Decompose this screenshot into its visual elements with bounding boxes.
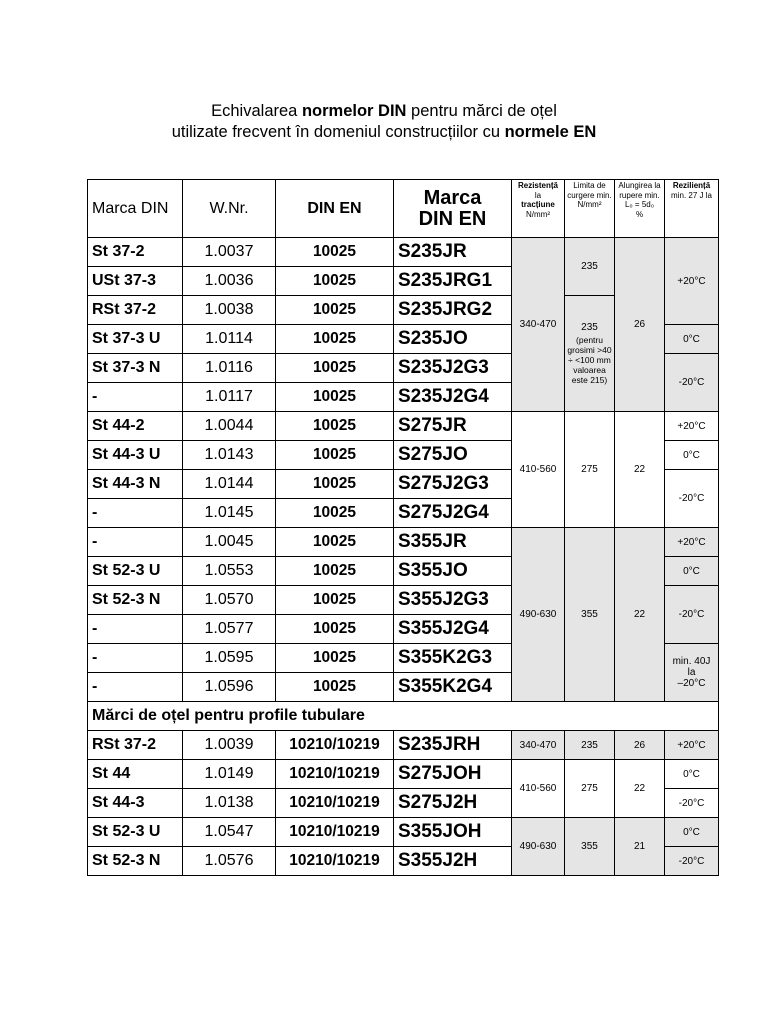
cell-din-en: 10025 <box>276 383 394 412</box>
cell-marca-en: S235JRG1 <box>394 267 512 296</box>
table-header-row <box>88 180 719 238</box>
cell-marca-din: - <box>88 383 183 412</box>
cell-din-en: 10025 <box>276 673 394 702</box>
table-row <box>88 412 719 441</box>
cell-wnr: 1.0114 <box>183 325 276 354</box>
cell-marca-din: - <box>88 644 183 673</box>
cell-wnr: 1.0037 <box>183 238 276 267</box>
cell-alungire: 22 <box>615 412 665 528</box>
cell-rezilienta: +20°C <box>665 528 719 557</box>
header-rezistenta <box>512 180 565 238</box>
cell-rezistenta: 410-560 <box>512 412 565 528</box>
cell-alungire: 22 <box>615 528 665 702</box>
cell-marca-en: S235J2G3 <box>394 354 512 383</box>
cell-rezilienta: 0°C <box>665 441 719 470</box>
cell-wnr: 1.0596 <box>183 673 276 702</box>
rezil-k2-l2: la <box>687 667 696 678</box>
cell-din-en: 10025 <box>276 412 394 441</box>
header-rez-l1: Rezistență <box>517 181 558 190</box>
section-title: Mărci de oțel pentru profile tubulare <box>88 702 719 731</box>
header-din-en: DIN EN <box>276 180 394 238</box>
cell-marca-en: S355JOH <box>394 818 512 847</box>
cell-marca-din: USt 37-3 <box>88 267 183 296</box>
cell-wnr: 1.0045 <box>183 528 276 557</box>
cell-marca-en: S275J2H <box>394 789 512 818</box>
cell-wnr: 1.0038 <box>183 296 276 325</box>
cell-marca-en: S355JO <box>394 557 512 586</box>
cell-wnr: 1.0116 <box>183 354 276 383</box>
cell-limita: 355 <box>565 818 615 876</box>
cell-din-en: 10025 <box>276 325 394 354</box>
cell-marca-en: S355JR <box>394 528 512 557</box>
cell-marca-din: - <box>88 528 183 557</box>
cell-marca-en: S355J2G3 <box>394 586 512 615</box>
header-limita: Limita de curgere min. N/mm² <box>565 180 615 238</box>
cell-marca-din: St 37-3 N <box>88 354 183 383</box>
cell-marca-en: S355K2G3 <box>394 644 512 673</box>
cell-alungire: 21 <box>615 818 665 876</box>
cell-marca-din: RSt 37-2 <box>88 296 183 325</box>
header-marca-en-l2: DIN EN <box>418 207 487 230</box>
cell-wnr: 1.0577 <box>183 615 276 644</box>
cell-din-en: 10210/10219 <box>276 818 394 847</box>
cell-marca-din: St 44 <box>88 760 183 789</box>
cell-marca-din: St 44-3 N <box>88 470 183 499</box>
cell-rezilienta: 0°C <box>665 818 719 847</box>
table-row <box>88 760 719 789</box>
cell-wnr: 1.0044 <box>183 412 276 441</box>
cell-marca-en: S275J2G4 <box>394 499 512 528</box>
cell-limita-note <box>565 296 615 412</box>
cell-marca-en: S235J2G4 <box>394 383 512 412</box>
cell-wnr: 1.0036 <box>183 267 276 296</box>
cell-wnr: 1.0553 <box>183 557 276 586</box>
cell-wnr: 1.0595 <box>183 644 276 673</box>
cell-rezilienta: 0°C <box>665 760 719 789</box>
header-wnr: W.Nr. <box>183 180 276 238</box>
cell-marca-en: S235JRH <box>394 731 512 760</box>
cell-rezistenta: 340-470 <box>512 731 565 760</box>
cell-rezistenta: 490-630 <box>512 818 565 876</box>
cell-marca-din: St 52-3 N <box>88 847 183 876</box>
cell-limita: 235 <box>565 238 615 296</box>
title-l2-bold: normele EN <box>504 123 597 141</box>
cell-wnr: 1.0117 <box>183 383 276 412</box>
header-alung-l1: Alungirea la rupere min. <box>618 181 661 200</box>
table-row <box>88 528 719 557</box>
cell-rezistenta: 490-630 <box>512 528 565 702</box>
title-l1-pre: Echivalarea <box>211 102 302 120</box>
cell-limita-value: 235 <box>581 322 598 333</box>
header-marca-din: Marca DIN <box>88 180 183 238</box>
cell-marca-din: - <box>88 673 183 702</box>
cell-wnr: 1.0138 <box>183 789 276 818</box>
cell-limita: 275 <box>565 760 615 818</box>
cell-marca-en: S275J2G3 <box>394 470 512 499</box>
title-l2-pre: utilizate frecvent în domeniul construcțiilor cu <box>171 123 505 141</box>
cell-rezilienta: +20°C <box>665 731 719 760</box>
cell-marca-en: S275JOH <box>394 760 512 789</box>
cell-marca-din: RSt 37-2 <box>88 731 183 760</box>
header-rez-l3: tracțiune <box>521 200 555 209</box>
cell-rezistenta: 340-470 <box>512 238 565 412</box>
cell-marca-din: - <box>88 615 183 644</box>
title-l1-post: pentru mărci de oțel <box>406 102 557 120</box>
cell-marca-en: S275JR <box>394 412 512 441</box>
cell-din-en: 10210/10219 <box>276 847 394 876</box>
cell-din-en: 10025 <box>276 644 394 673</box>
header-rez-l2: la <box>534 190 542 200</box>
cell-marca-en: S355J2G4 <box>394 615 512 644</box>
cell-marca-en: S235JO <box>394 325 512 354</box>
cell-limita: 355 <box>565 528 615 702</box>
header-marca-en-l1: Marca <box>423 186 482 209</box>
cell-marca-din: St 37-2 <box>88 238 183 267</box>
cell-alungire: 22 <box>615 760 665 818</box>
header-alungire <box>615 180 665 238</box>
cell-rezilienta: -20°C <box>665 847 719 876</box>
cell-din-en: 10210/10219 <box>276 789 394 818</box>
cell-rezilienta: 0°C <box>665 325 719 354</box>
cell-rezilienta-k2 <box>665 644 719 702</box>
cell-marca-en: S355J2H <box>394 847 512 876</box>
cell-din-en: 10025 <box>276 354 394 383</box>
cell-marca-en: S235JR <box>394 238 512 267</box>
cell-wnr: 1.0570 <box>183 586 276 615</box>
cell-alungire: 26 <box>615 238 665 412</box>
cell-rezilienta: -20°C <box>665 354 719 412</box>
header-rez-l4: N/mm² <box>526 209 550 219</box>
cell-wnr: 1.0576 <box>183 847 276 876</box>
title-l1-bold: normelor DIN <box>301 102 407 120</box>
cell-din-en: 10025 <box>276 615 394 644</box>
header-rezil-l1: Reziliență <box>672 181 711 190</box>
cell-wnr: 1.0149 <box>183 760 276 789</box>
rezil-k2-l3: –20°C <box>677 678 706 689</box>
cell-wnr: 1.0145 <box>183 499 276 528</box>
cell-din-en: 10025 <box>276 238 394 267</box>
cell-rezilienta: 0°C <box>665 557 719 586</box>
cell-wnr: 1.0039 <box>183 731 276 760</box>
document-title-line-2 <box>0 121 768 143</box>
cell-din-en: 10025 <box>276 528 394 557</box>
cell-rezilienta: -20°C <box>665 470 719 528</box>
header-marca-en <box>394 180 512 238</box>
cell-din-en: 10025 <box>276 441 394 470</box>
cell-marca-en: S235JRG2 <box>394 296 512 325</box>
cell-din-en: 10210/10219 <box>276 760 394 789</box>
cell-wnr: 1.0144 <box>183 470 276 499</box>
cell-din-en: 10025 <box>276 499 394 528</box>
table-row <box>88 238 719 267</box>
cell-din-en: 10025 <box>276 557 394 586</box>
cell-wnr: 1.0547 <box>183 818 276 847</box>
cell-marca-din: St 44-3 U <box>88 441 183 470</box>
header-rezil-l2: min. 27 J la <box>671 190 712 200</box>
cell-din-en: 10025 <box>276 470 394 499</box>
rezil-k2-l1: min. 40J <box>672 656 711 667</box>
cell-rezistenta: 410-560 <box>512 760 565 818</box>
cell-wnr: 1.0143 <box>183 441 276 470</box>
cell-marca-din: - <box>88 499 183 528</box>
cell-rezilienta: +20°C <box>665 238 719 325</box>
cell-marca-en: S275JO <box>394 441 512 470</box>
cell-marca-din: St 52-3 U <box>88 818 183 847</box>
cell-din-en: 10210/10219 <box>276 731 394 760</box>
cell-marca-din: St 52-3 U <box>88 557 183 586</box>
cell-marca-en: S355K2G4 <box>394 673 512 702</box>
document-title-line-1 <box>0 100 768 122</box>
steel-equivalence-table <box>87 179 719 876</box>
cell-din-en: 10025 <box>276 296 394 325</box>
cell-rezilienta: -20°C <box>665 789 719 818</box>
header-alung-l3: % <box>635 209 644 219</box>
cell-limita: 235 <box>565 731 615 760</box>
table-row <box>88 818 719 847</box>
table-row <box>88 731 719 760</box>
cell-marca-din: St 37-3 U <box>88 325 183 354</box>
cell-rezilienta: +20°C <box>665 412 719 441</box>
cell-alungire: 26 <box>615 731 665 760</box>
cell-marca-din: St 44-2 <box>88 412 183 441</box>
header-alung-l2: L₀ = 5d₀ <box>624 200 655 209</box>
cell-din-en: 10025 <box>276 267 394 296</box>
header-rezilienta <box>665 180 719 238</box>
cell-limita-footnote: (pentru grosimi >40 ÷ <100 mm valoarea este 215) <box>567 335 612 385</box>
cell-din-en: 10025 <box>276 586 394 615</box>
cell-marca-din: St 44-3 <box>88 789 183 818</box>
cell-marca-din: St 52-3 N <box>88 586 183 615</box>
section-row <box>88 702 719 731</box>
cell-limita: 275 <box>565 412 615 528</box>
cell-rezilienta: -20°C <box>665 586 719 644</box>
